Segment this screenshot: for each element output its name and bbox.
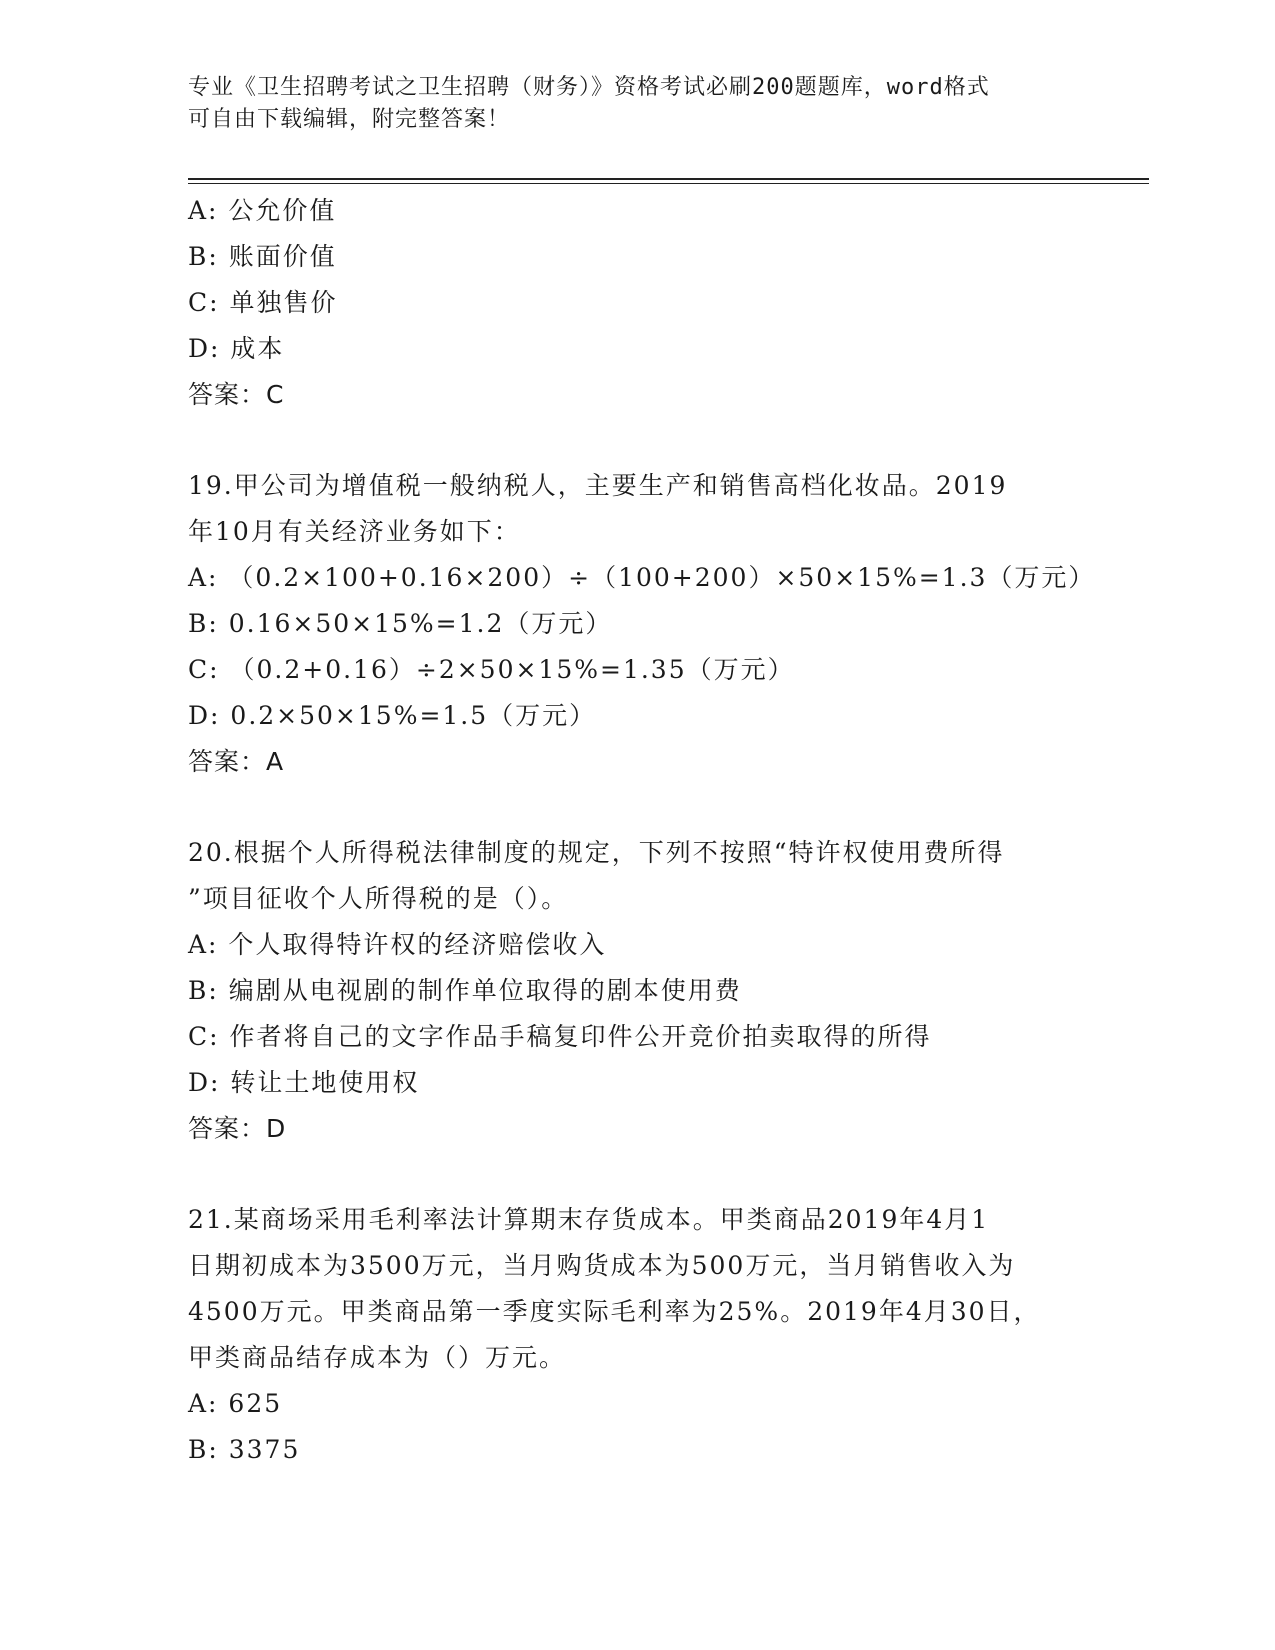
option-a: A: 625 — [188, 1389, 283, 1418]
question-text-line: 19.甲公司为增值税一般纳税人，主要生产和销售高档化妆品。2019 — [188, 471, 1008, 500]
option-d: D: 转让土地使用权 — [188, 1068, 420, 1097]
question-21-block — [188, 1197, 1088, 1473]
answer-line: 答案：A — [188, 747, 285, 776]
option-c: C: （0.2+0.16）÷2×50×15%=1.35（万元） — [188, 655, 795, 684]
question-20-block — [188, 830, 1088, 1152]
spacer — [188, 418, 1088, 463]
question-text-line: 年10月有关经济业务如下： — [188, 517, 521, 546]
option-b: B: 账面价值 — [188, 242, 337, 271]
header-title-line-1: 专业《卫生招聘考试之卫生招聘（财务）》资格考试必刷200题题库，word格式 — [188, 75, 990, 100]
answer-line: 答案：D — [188, 1114, 287, 1143]
document-header — [188, 72, 1088, 136]
option-a: A: （0.2×100+0.16×200）÷（100+200）×50×15%=1.3（万元） — [188, 563, 1096, 592]
option-a: A: 个人取得特许权的经济赔偿收入 — [188, 930, 607, 959]
option-b: B: 0.16×50×15%=1.2（万元） — [188, 609, 613, 638]
question-text-line: 日期初成本为3500万元，当月购货成本为500万元，当月销售收入为 — [188, 1251, 1016, 1280]
question-19-block — [188, 463, 1096, 785]
option-a: A: 公允价值 — [188, 196, 337, 225]
question-text-line: 4500万元。甲类商品第一季度实际毛利率为25%。2019年4月30日， — [188, 1297, 1041, 1326]
document-body — [188, 188, 1096, 1473]
question-text-line: 21.某商场采用毛利率法计算期末存货成本。甲类商品2019年4月1 — [188, 1205, 990, 1234]
spacer — [188, 785, 1088, 830]
header-divider — [188, 178, 1149, 184]
option-b: B: 3375 — [188, 1435, 301, 1464]
option-c: C: 单独售价 — [188, 288, 338, 317]
answer-line: 答案：C — [188, 380, 285, 409]
header-title-line-2: 可自由下载编辑，附完整答案！ — [188, 107, 511, 132]
question-text-line: 20.根据个人所得税法律制度的规定，下列不按照“特许权使用费所得 — [188, 838, 1005, 867]
option-d: D: 成本 — [188, 334, 285, 363]
question-text-line: 甲类商品结存成本为（）万元。 — [188, 1343, 567, 1372]
option-c: C: 作者将自己的文字作品手稿复印件公开竞价拍卖取得的所得 — [188, 1022, 932, 1051]
question-text-line: ”项目征收个人所得税的是（）。 — [188, 884, 569, 913]
option-b: B: 编剧从电视剧的制作单位取得的剧本使用费 — [188, 976, 742, 1005]
question-18-block — [188, 188, 1088, 418]
option-d: D: 0.2×50×15%=1.5（万元） — [188, 701, 597, 730]
spacer — [188, 1152, 1088, 1197]
